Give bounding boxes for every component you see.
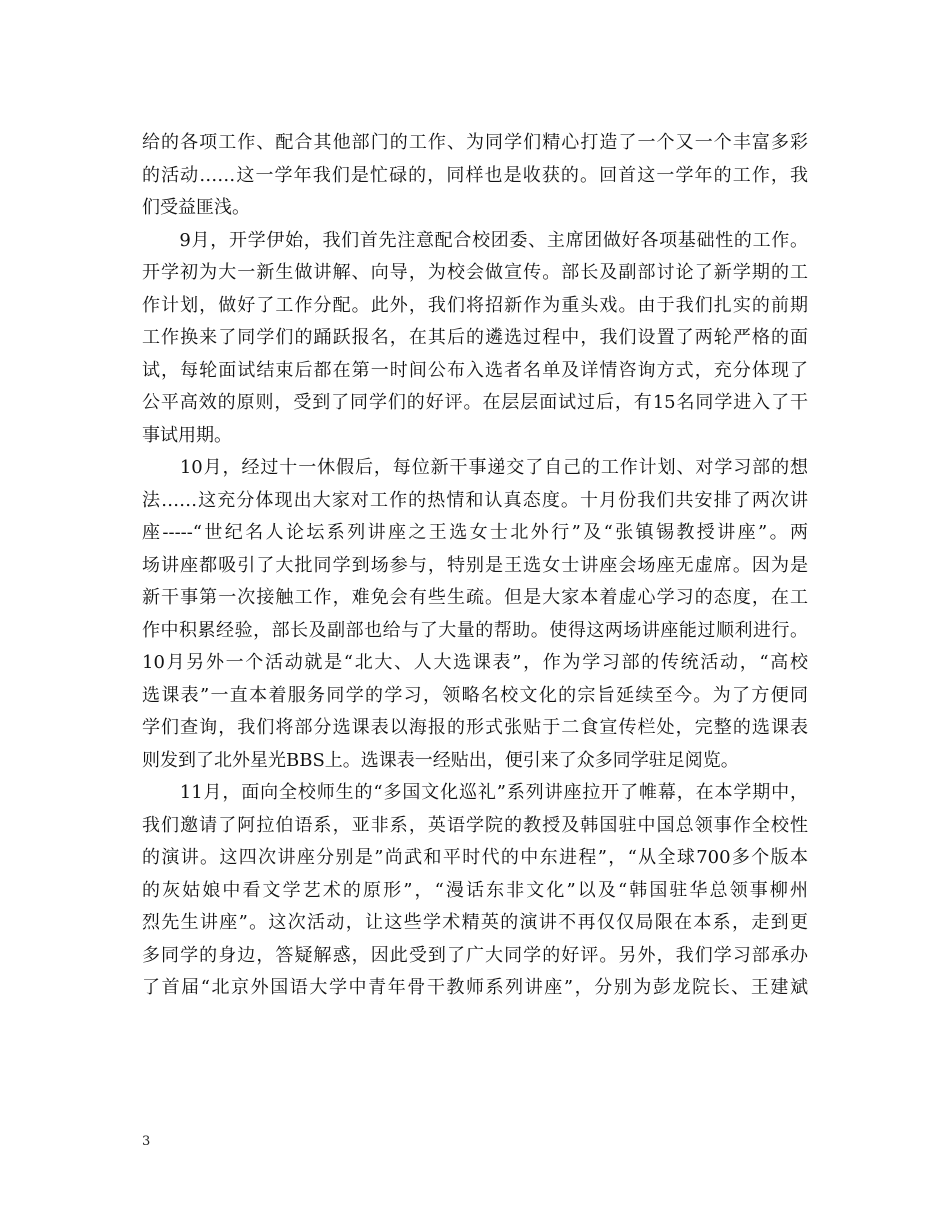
text-line: 工作换来了同学们的踊跃报名，在其后的遴选过程中，我们设置了两轮严格的面 <box>142 327 808 348</box>
text-line: 选课表”一直本着服务同学的学习，领略名校文化的宗旨延续至今。为了方便同 <box>142 684 808 706</box>
text-line: 了首届“北京外国语大学中青年骨干教师系列讲座”，分别为彭龙院长、王建斌 <box>142 977 808 998</box>
text-line: 10月另外一个活动就是“北大、人大选课表”，作为学习部的传统活动，“高校 <box>142 652 808 673</box>
page-number: 3 <box>142 1134 151 1149</box>
text-line: 事试用期。 <box>142 424 232 446</box>
text-line: 作计划，做好了工作分配。此外，我们将招新作为重头戏。由于我们扎实的前期 <box>142 294 808 316</box>
text-line: 开学初为大一新生做讲解、向导，为校会做宣传。部长及副部讨论了新学期的工 <box>142 262 808 283</box>
text-line: 们受益匪浅。 <box>142 197 250 218</box>
text-line: 座-----“世纪名人论坛系列讲座之王选女士北外行”及“张镇锡教授讲座”。两 <box>142 522 808 543</box>
body-text <box>142 127 808 1005</box>
text-line: 的灰姑娘中看文学艺术的原形”，“漫话东非文化”以及“韩国驻华总领事柳州 <box>142 879 808 901</box>
text-line: 9月，开学伊始，我们首先注意配合校团委、主席团做好各项基础性的工作。 <box>142 229 808 251</box>
text-line: 法……这充分体现出大家对工作的热情和认真态度。十月份我们共安排了两次讲 <box>142 489 808 511</box>
text-line: 10月，经过十一休假后，每位新干事递交了自己的工作计划、对学习部的想 <box>142 457 808 478</box>
text-line: 给的各项工作、配合其他部门的工作、为同学们精心打造了一个又一个丰富多彩 <box>142 132 808 153</box>
text-line: 我们邀请了阿拉伯语系，亚非系，英语学院的教授及韩国驻中国总领事作全校性 <box>142 814 808 836</box>
text-line: 的演讲。这四次讲座分别是”尚武和平时代的中东进程”，“从全球700多个版本 <box>142 847 808 868</box>
text-line: 场讲座都吸引了大批同学到场参与，特别是王选女士讲座会场座无虚席。因为是 <box>142 554 808 576</box>
text-line: 多同学的身边，答疑解惑，因此受到了广大同学的好评。另外，我们学习部承办 <box>142 944 808 966</box>
text-line: 新干事第一次接触工作，难免会有些生疏。但是大家本着虚心学习的态度，在工 <box>142 587 808 608</box>
text-line: 作中积累经验，部长及副部也给与了大量的帮助。使得这两场讲座能过顺利进行。 <box>142 619 808 641</box>
text-line: 公平高效的原则，受到了同学们的好评。在层层面试过后，有15名同学进入了干 <box>142 392 808 413</box>
text-line: 11月，面向全校师生的“多国文化巡礼”系列讲座拉开了帷幕，在本学期中， <box>142 782 808 803</box>
text-line: 试，每轮面试结束后都在第一时间公布入选者名单及详情咨询方式，充分体现了 <box>142 359 808 381</box>
text-line: 则发到了北外星光BBS上。选课表一经贴出，便引来了众多同学驻足阅览。 <box>142 749 739 771</box>
text-line: 烈先生讲座”。这次活动，让这些学术精英的演讲不再仅仅局限在本系，走到更 <box>142 912 808 933</box>
text-line: 的活动……这一学年我们是忙碌的，同样也是收获的。回首这一学年的工作，我 <box>142 164 808 186</box>
text-line: 学们查询，我们将部分选课表以海报的形式张贴于二食宣传栏处，完整的选课表 <box>142 717 808 738</box>
